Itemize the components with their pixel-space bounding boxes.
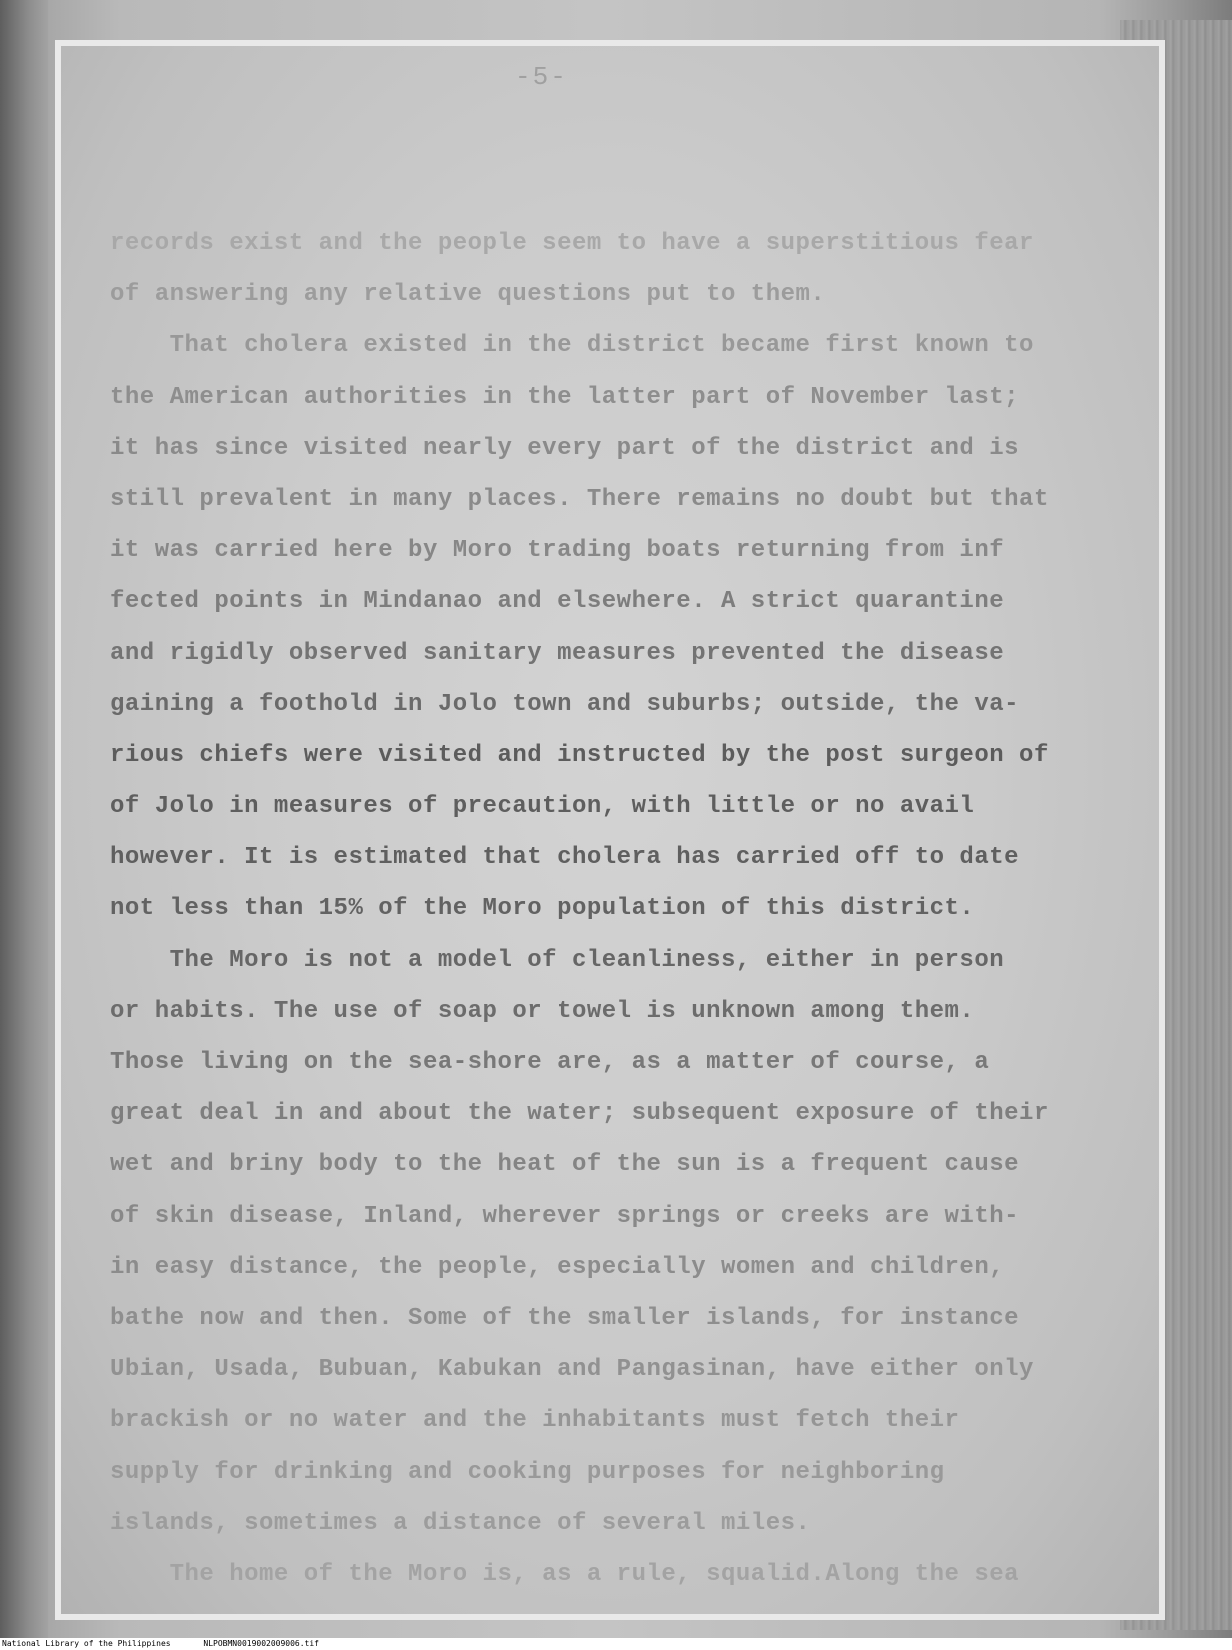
text-line: The home of the Moro is, as a rule, squalid.Along the sea	[110, 1560, 1020, 1588]
text-line: or habits. The use of soap or towel is unknown among them.	[110, 997, 975, 1025]
scan-footer	[0, 1638, 1232, 1650]
text-line: islands, sometimes a distance of several miles.	[110, 1509, 811, 1537]
text-line: great deal in and about the water; subsequent exposure of their	[110, 1100, 1049, 1128]
text-line: records exist and the people seem to have a superstitious fear	[110, 230, 1034, 257]
text-line: brackish or no water and the inhabitants must fetch their	[110, 1407, 960, 1435]
text-line: supply for drinking and cooking purposes for neighboring	[110, 1458, 945, 1486]
text-line: of Jolo in measures of precaution, with little or no avail	[110, 793, 975, 821]
text-line: in easy distance, the people, especially women and children,	[110, 1253, 1005, 1281]
text-line: bathe now and then. Some of the smaller islands, for instance	[110, 1304, 1020, 1332]
text-line: Ubian, Usada, Bubuan, Kabukan and Pangasinan, have either only	[110, 1356, 1034, 1384]
text-line: and rigidly observed sanitary measures prevented the disease	[110, 639, 1005, 667]
book-binding-shadow	[0, 0, 48, 1650]
text-line: it was carried here by Moro trading boats returning from inf	[110, 537, 1005, 565]
text-line: of answering any relative questions put to them.	[110, 281, 826, 309]
text-line: gaining a foothold in Jolo town and suburbs; outside, the va-	[110, 690, 1020, 718]
page-number: -5-	[515, 62, 568, 92]
text-line: Those living on the sea-shore are, as a matter of course, a	[110, 1049, 990, 1076]
text-line: wet and briny body to the heat of the sun is a frequent cause	[110, 1151, 1020, 1179]
text-line: the American authorities in the latter part of November last;	[110, 383, 1020, 411]
footer-library: National Library of the Philippines	[2, 1639, 171, 1648]
text-line: still prevalent in many places. There remains no doubt but that	[110, 485, 1049, 513]
text-line: fected points in Mindanao and elsewhere. A strict quarantine	[110, 588, 1005, 616]
text-line: it has since visited nearly every part of the district and is	[110, 434, 1020, 462]
footer-filename: NLPOBMN0019002009006.tif	[203, 1639, 319, 1648]
text-line: The Moro is not a model of cleanliness, either in person	[110, 946, 1005, 974]
text-line: however. It is estimated that cholera has carried off to date	[110, 844, 1020, 872]
text-line: rious chiefs were visited and instructed by the post surgeon of	[110, 741, 1049, 769]
text-line: not less than 15% of the Moro population of this district.	[110, 895, 975, 923]
typewritten-body	[110, 218, 1049, 1600]
text-line: of skin disease, Inland, wherever springs or creeks are with-	[110, 1202, 1020, 1230]
text-line: That cholera existed in the district became first known to	[110, 332, 1034, 360]
